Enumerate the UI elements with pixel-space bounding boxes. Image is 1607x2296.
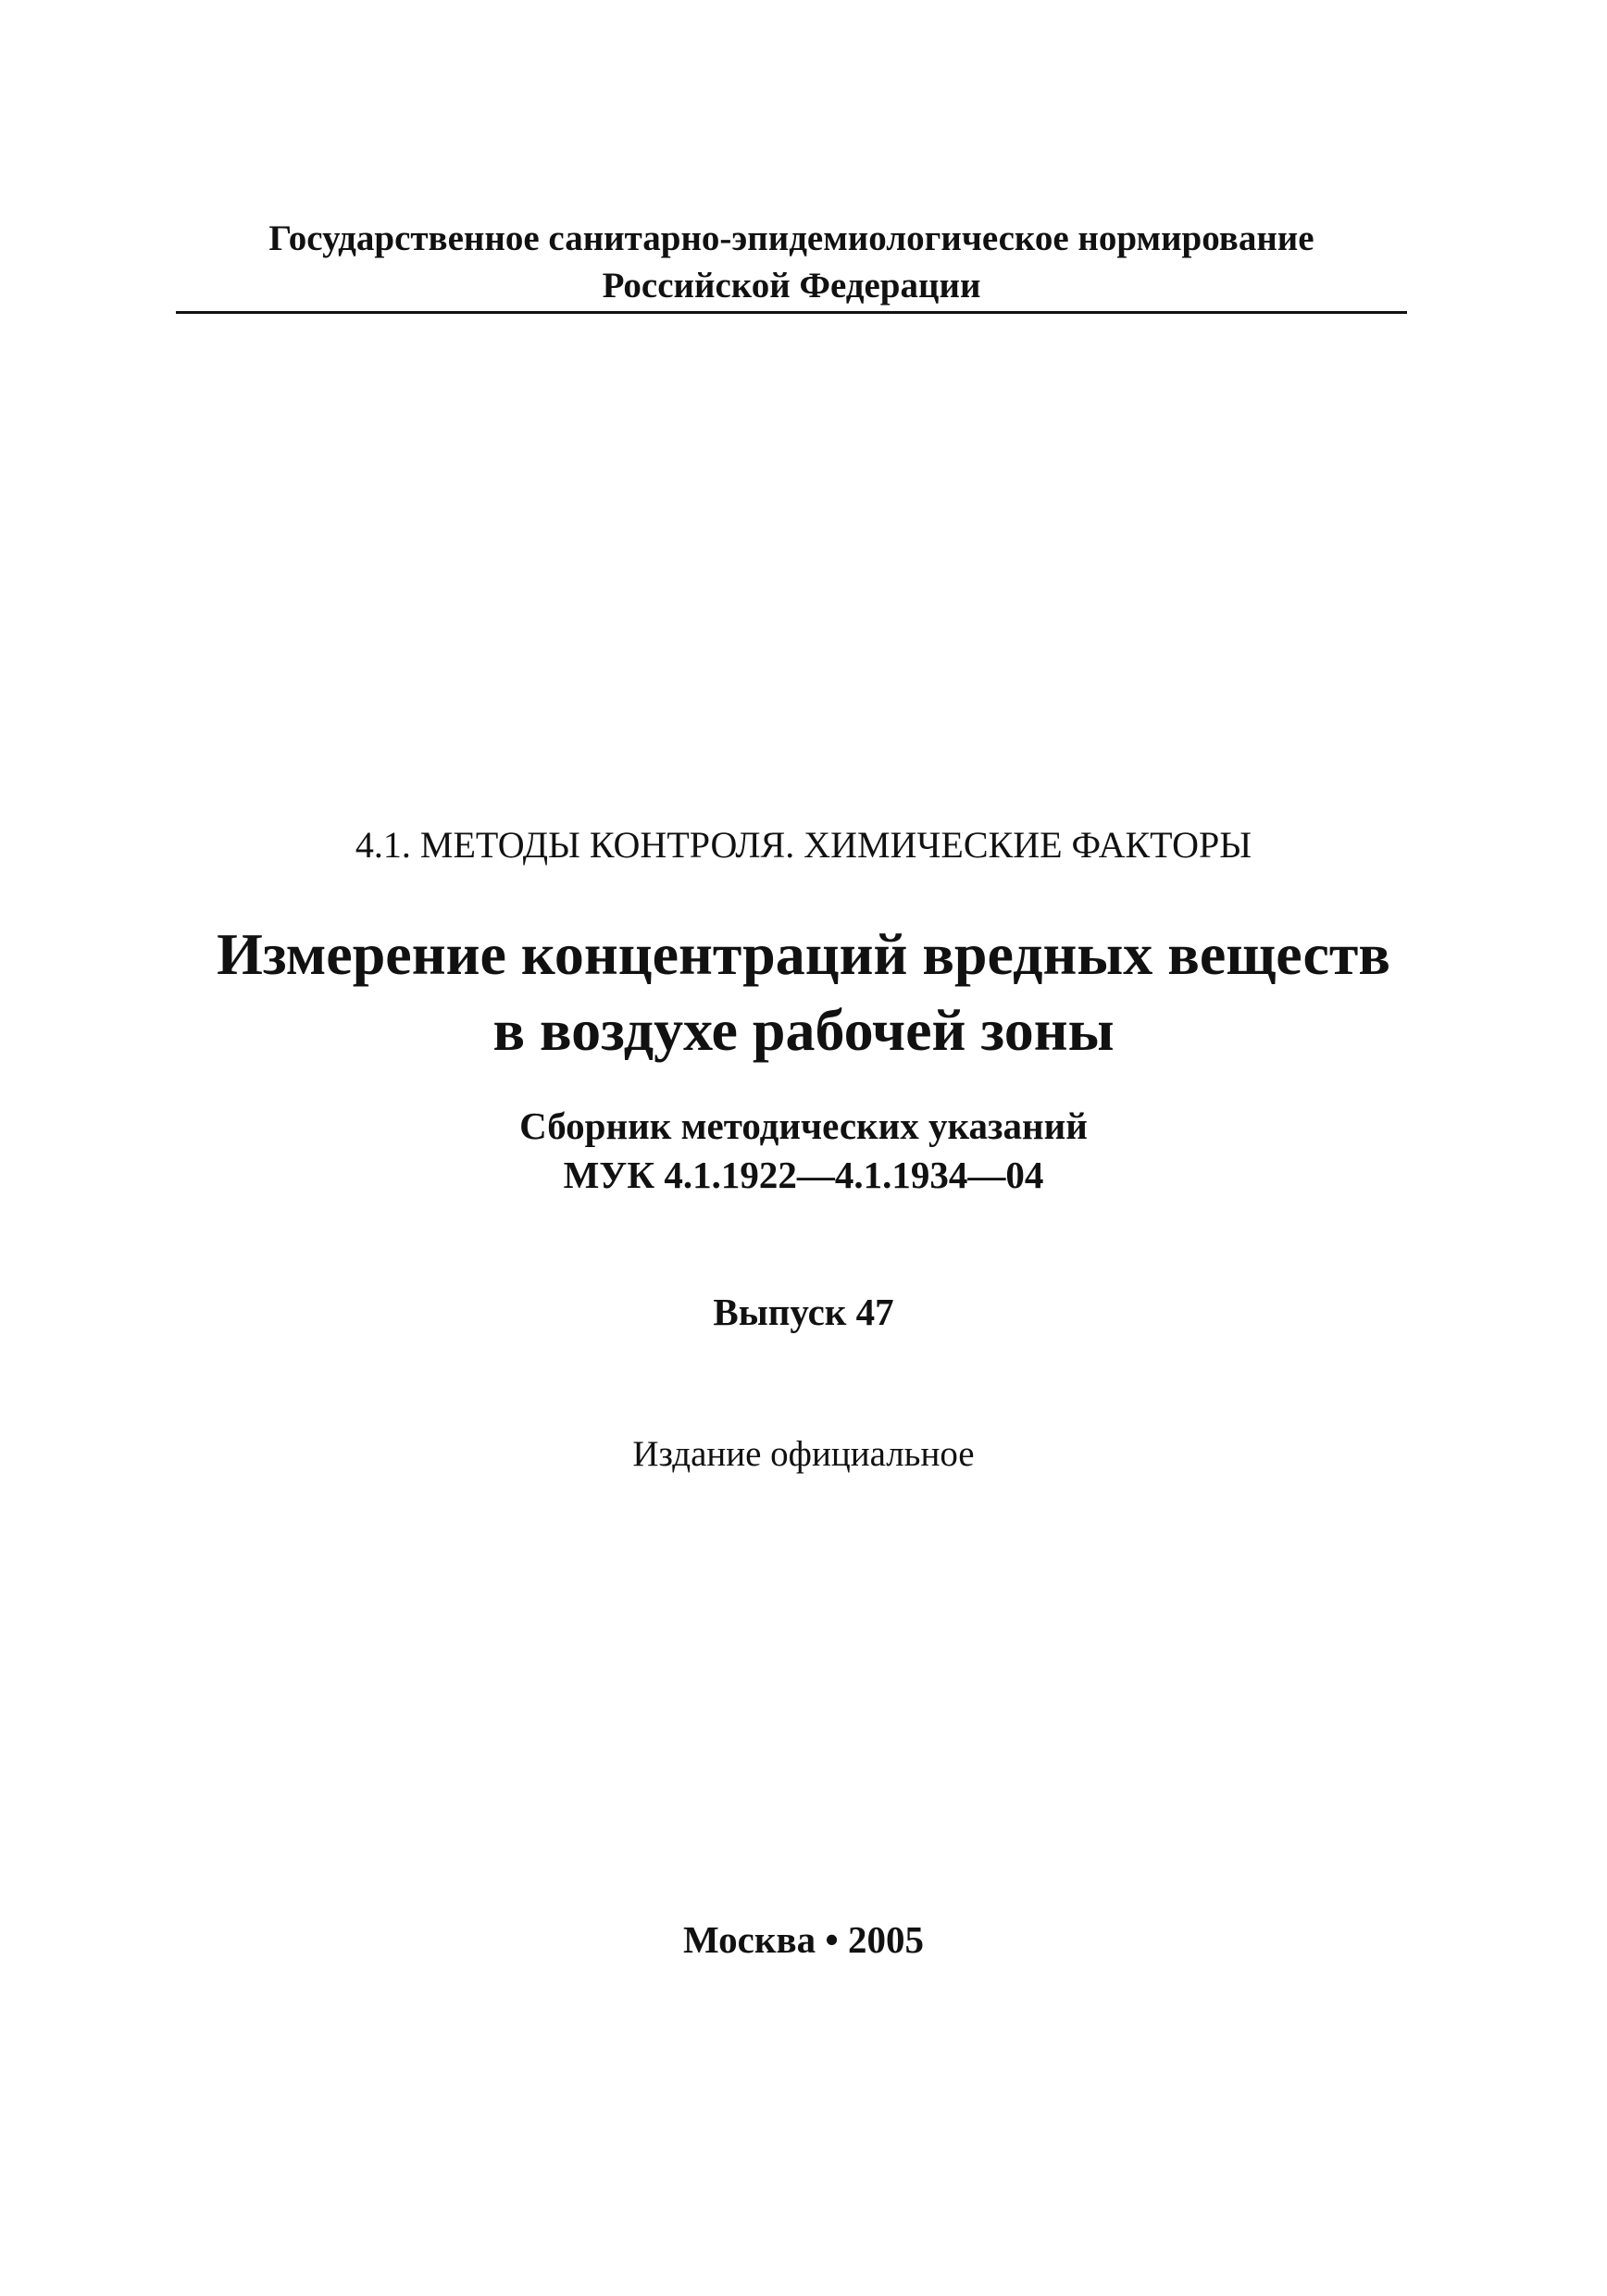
header-divider [176,311,1407,314]
title-line-1: Измерение концентраций вредных веществ [217,921,1390,987]
issue-number: Выпуск 47 [713,1291,894,1333]
collection-line-2: МУК 4.1.1922—4.1.1934—04 [563,1154,1044,1196]
collection-subtitle [0,1102,1607,1200]
title-line-2: в воздухе рабочей зоны [492,997,1115,1063]
imprint-place-year: Москва • 2005 [683,1918,924,1961]
collection-line-1: Сборник методических указаний [519,1104,1088,1147]
series-heading: 4.1. МЕТОДЫ КОНТРОЛЯ. ХИМИЧЕСКИЕ ФАКТОРЫ [355,824,1252,866]
header-line-1: Государственное санитарно-эпидемиологическое нормирование [268,218,1314,258]
header-line-2: Российской Федерации [602,266,981,306]
document-title [0,917,1607,1068]
publisher-header [176,215,1407,309]
edition-note: Издание официальное [632,1434,975,1474]
